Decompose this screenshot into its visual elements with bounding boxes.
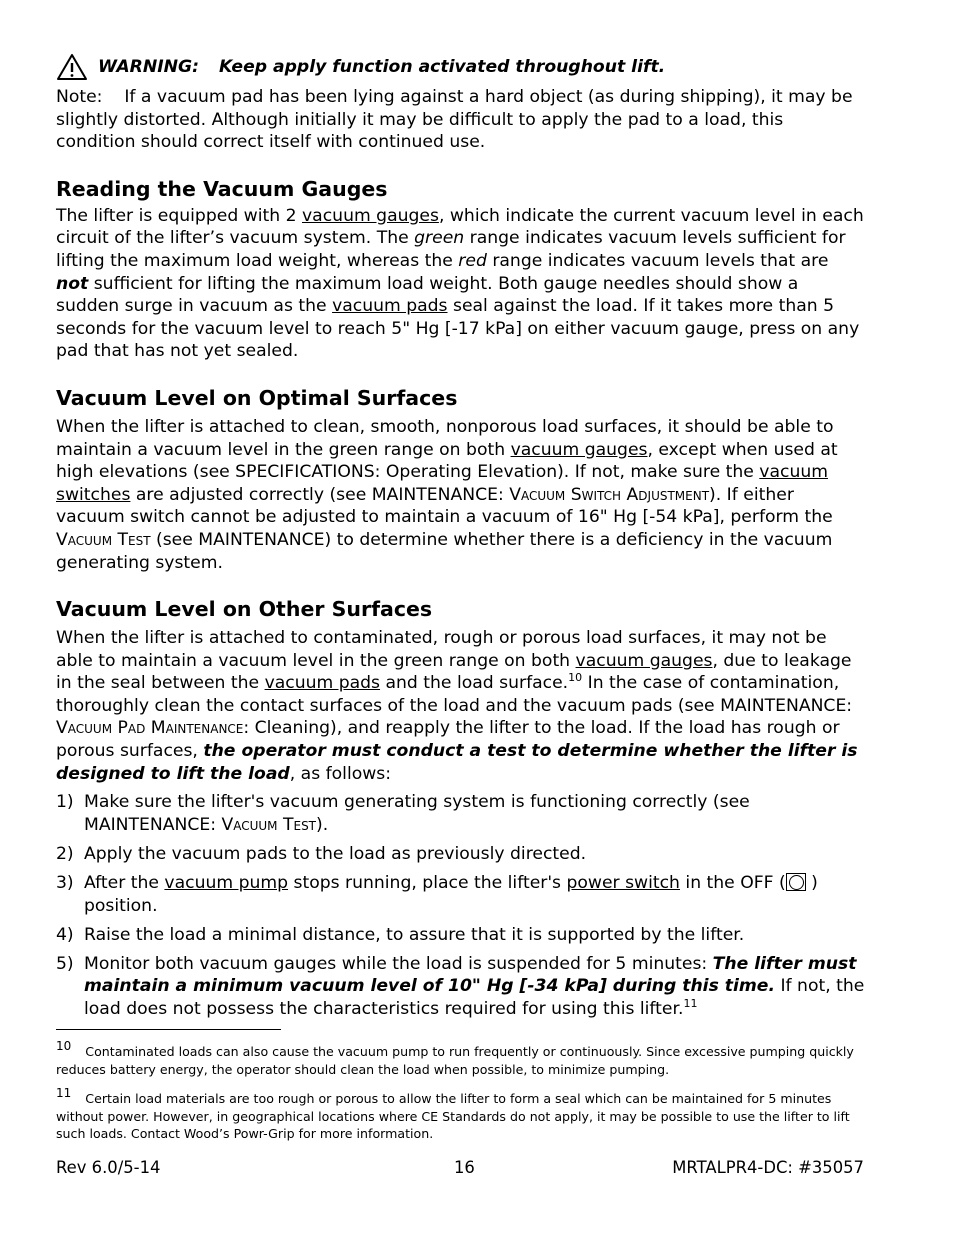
footnote-10: [56, 1039, 856, 1078]
bold-minimum-vacuum: The lifter must maintain a minimum vacuum level of 10" Hg [-34 kPa] during this time.: [84, 953, 857, 997]
text: Monitor both vacuum gauges while the load is suspended for 5 minutes:: [84, 953, 713, 974]
optimal-surfaces-paragraph: [56, 416, 866, 574]
text: sufficient for lifting the maximum load weight. Both gauge needles should show a sudden surge in vacuum as the: [56, 273, 799, 317]
note-paragraph: [56, 86, 866, 154]
link-vacuum-gauges[interactable]: vacuum gauges: [510, 439, 648, 460]
list-item: [56, 924, 866, 947]
text: If not, the load does not possess the characteristics required for using this lifter.: [84, 976, 865, 1019]
text: are adjusted correctly (see MAINTENANCE:: [130, 484, 510, 505]
text: , except when used at high elevations (see SPECIFICATIONS: Operating Elevation). If not, make sure the: [56, 439, 838, 483]
step-number: 1): [56, 792, 74, 813]
text: ). If either vacuum switch cannot be adjusted to maintain a vacuum of 16" Hg [-54 kPa], perform the: [56, 484, 833, 528]
step-number: 3): [56, 873, 74, 894]
text: : Cleaning), and reapply the lifter to the load. If the load has rough or porous surfaces,: [56, 718, 840, 762]
footnote-11: [56, 1086, 856, 1143]
text: In the case of contamination, thoroughly clean the contact surfaces of the load and the vacuum pads (see MAINTENANCE:: [56, 673, 853, 716]
text: When the lifter is attached to contaminated, rough or porous load surfaces, it may not be able to maintain a vacuum level in the green range on both: [56, 628, 827, 671]
bold-operator-test: the operator must conduct a test to determine whether the lifter is designed to lift the load: [56, 741, 858, 784]
warning-line: [56, 52, 866, 82]
footnote-ref-11[interactable]: 11: [683, 997, 698, 1010]
text: seal against the load. If it takes more than 5 seconds for the vacuum level to reach 5" Hg [-17 kPa] on either vacuum gauge, press on any pad that has not yet sealed.: [56, 296, 860, 362]
step-number: 4): [56, 924, 74, 945]
link-vacuum-pads[interactable]: vacuum pads: [332, 296, 448, 317]
link-vacuum-switches[interactable]: vacuum switches: [56, 462, 828, 505]
text: in the OFF (: [679, 873, 786, 894]
note-label: Note:: [56, 87, 103, 107]
heading-optimal-surfaces: Vacuum Level on Optimal Surfaces: [56, 385, 458, 410]
heading-reading-gauges: Reading the Vacuum Gauges: [56, 176, 388, 201]
ref-vacuum-switch-adjustment: Vacuum Switch Adjustment: [509, 484, 710, 505]
text: Raise the load a minimal distance, to assure that it is supported by the lifter.: [84, 924, 745, 945]
footnote-number: 11: [56, 1086, 72, 1100]
other-surfaces-paragraph: [56, 627, 866, 785]
text: (see MAINTENANCE) to determine whether there is a deficiency in the vacuum generating system.: [56, 529, 833, 573]
warning-label: WARNING:: [98, 57, 200, 77]
list-item: [56, 953, 866, 1021]
text: ).: [316, 814, 329, 835]
text: stops running, place the lifter's: [288, 873, 567, 894]
test-steps-list: [56, 791, 866, 1020]
footnote-divider: [56, 1029, 281, 1030]
warning-triangle-icon: [56, 53, 88, 81]
revision-label: Rev 6.0/5-14: [56, 1158, 161, 1177]
warning-text: Keep apply function activated throughout lift.: [219, 57, 666, 77]
red-word: red: [458, 250, 487, 271]
heading-other-surfaces: Vacuum Level on Other Surfaces: [56, 597, 433, 622]
step-number: 5): [56, 953, 74, 974]
list-item: [56, 791, 866, 836]
ref-vacuum-test: Vacuum Test: [56, 529, 151, 550]
text: and the load surface.: [380, 673, 569, 694]
text: After the: [84, 873, 165, 894]
text: When the lifter is attached to clean, smooth, nonporous load surfaces, it should be able to maintain a vacuum level in the green range on both: [56, 416, 834, 460]
link-vacuum-gauges[interactable]: vacuum gauges: [575, 650, 713, 671]
footnote-text: Certain load materials are too rough or porous to allow the lifter to form a seal which can be maintained for 5 minutes without power. However, in geographical locations where CE Standards do not apply, it may be possible to use the lifter to lift such loads. Contact Wood’s Powr-Grip for more information.: [56, 1091, 850, 1141]
text: Make sure the lifter's vacuum generating system is functioning correctly (see MAINTENANCE:: [84, 792, 750, 835]
footnote-ref-10[interactable]: 10: [568, 671, 583, 685]
reading-gauges-paragraph: [56, 205, 866, 363]
green-word: green: [414, 228, 465, 249]
text: The lifter is equipped with 2: [56, 205, 303, 226]
text: , which indicate the current vacuum level in each circuit of the lifter’s vacuum system. The: [56, 205, 864, 249]
text: , due to leakage in the seal between the: [56, 650, 852, 694]
footnote-text: Contaminated loads can also cause the vacuum pump to run frequently or continuously. Since excessive pumping quickly reduces battery energy, the operator should clean the load when possible, to minimize pumping.: [56, 1044, 854, 1077]
power-off-icon: [786, 873, 806, 891]
link-vacuum-pump[interactable]: vacuum pump: [164, 873, 289, 894]
document-number: MRTALPR4-DC: #35057: [672, 1158, 864, 1177]
link-vacuum-gauges[interactable]: vacuum gauges: [302, 205, 439, 226]
step-number: 2): [56, 843, 74, 864]
link-vacuum-pads[interactable]: vacuum pads: [264, 673, 381, 694]
text: Apply the vacuum pads to the load as previously directed.: [84, 843, 587, 864]
footnote-number: 10: [56, 1039, 72, 1053]
text: range indicates vacuum levels that are: [486, 250, 829, 271]
text: range indicates vacuum levels sufficient for lifting the maximum load weight, whereas the: [56, 228, 846, 271]
document-body: [56, 52, 866, 1027]
note-text: If a vacuum pad has been lying against a hard object (as during shipping), it may be slightly distorted. Although initially it may be difficult to apply the pad to a load, this condition should correct itself with continued use.: [56, 87, 853, 153]
ref-vacuum-pad-maintenance: Vacuum Pad Maintenance: [56, 718, 244, 739]
ref-vacuum-test: Vacuum Test: [221, 814, 317, 835]
not-word: not: [56, 273, 89, 294]
text: , as follows:: [289, 763, 392, 784]
text: ) position.: [84, 873, 818, 916]
list-item: [56, 843, 866, 866]
list-item: [56, 872, 866, 917]
page-number: 16: [454, 1158, 475, 1177]
link-power-switch[interactable]: power switch: [566, 873, 680, 894]
